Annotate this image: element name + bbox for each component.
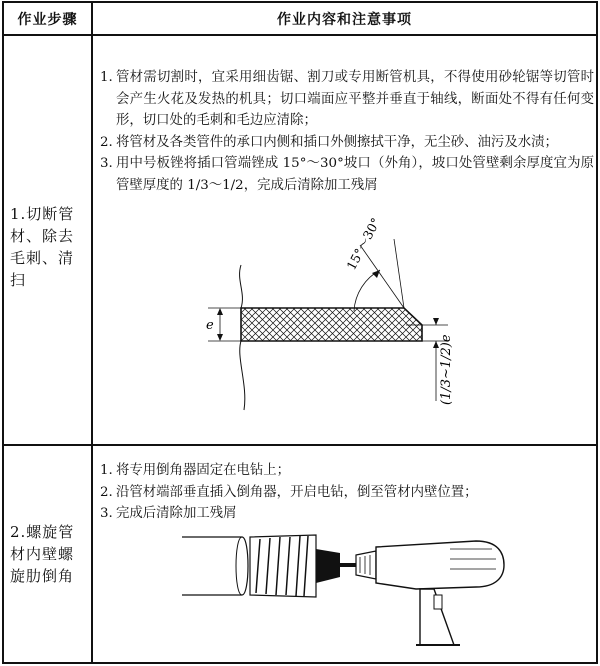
step-1-items: [100, 67, 594, 196]
list-item: [100, 132, 594, 154]
procedure-table: [2, 1, 598, 664]
header-divider: [4, 34, 596, 36]
bevel-cross-section-diagram: [196, 215, 496, 425]
item-text: 管材需切割时，宜采用细齿锯、割刀或专用断管机具，不得使用砂轮锯等切管时会产生火花及发热的机具；切口端面应平整并垂直于轴线，断面处不得有任何变形，切口处的毛刺和毛边应清除；: [116, 70, 594, 128]
chamfering-tool: [250, 535, 356, 597]
residual-thickness-label: (1/3~1/2)e: [439, 334, 454, 405]
pipe: [182, 537, 248, 595]
column-divider: [91, 3, 93, 662]
header-content: 作业内容和注意事项: [277, 11, 412, 28]
pipe-wall-section: [241, 308, 422, 341]
step-label-2: 2.螺旋管材内壁螺旋肋倒角: [10, 523, 75, 585]
step-2-items: [100, 460, 594, 525]
header-step: 作业步骤: [17, 11, 78, 28]
list-item: [100, 460, 594, 482]
item-number: 2.: [100, 134, 113, 150]
item-number: 2.: [100, 484, 113, 500]
item-number: 3.: [100, 156, 113, 171]
list-item: [100, 153, 594, 196]
bevel-angle-label: 15°～30°: [343, 215, 384, 273]
list-item: [100, 67, 594, 132]
step-label-1: 1.切断管材、除去毛刺、清扫: [10, 205, 75, 289]
break-line-bottom: [240, 341, 245, 410]
item-number: 1.: [100, 463, 113, 478]
item-number: 3.: [100, 506, 113, 521]
row-divider: [4, 444, 596, 446]
list-item: [100, 482, 594, 504]
item-text: 完成后清除加工残屑: [116, 506, 237, 521]
item-text: 沿管材端部垂直插入倒角器，开启电钻，倒至管材内壁位置；: [116, 484, 478, 500]
break-line-top: [240, 265, 243, 308]
thickness-label: e: [206, 318, 214, 333]
item-text: 将管材及各类管件的承口内侧和插口外侧擦拭干净，无尘砂、油污及水渍；: [116, 134, 558, 150]
chamfer-drill-diagram: [180, 519, 520, 649]
item-text: 用中号板锉将插口管端锉成 15°～30°坡口（外角），坡口处管壁剩余厚度宜为原管壁厚度的 1/3～1/2，完成后清除加工残屑: [116, 156, 594, 193]
item-text: 将专用倒角器固定在电钻上；: [116, 463, 291, 478]
item-number: 1.: [100, 70, 113, 85]
electric-drill: [356, 541, 504, 645]
